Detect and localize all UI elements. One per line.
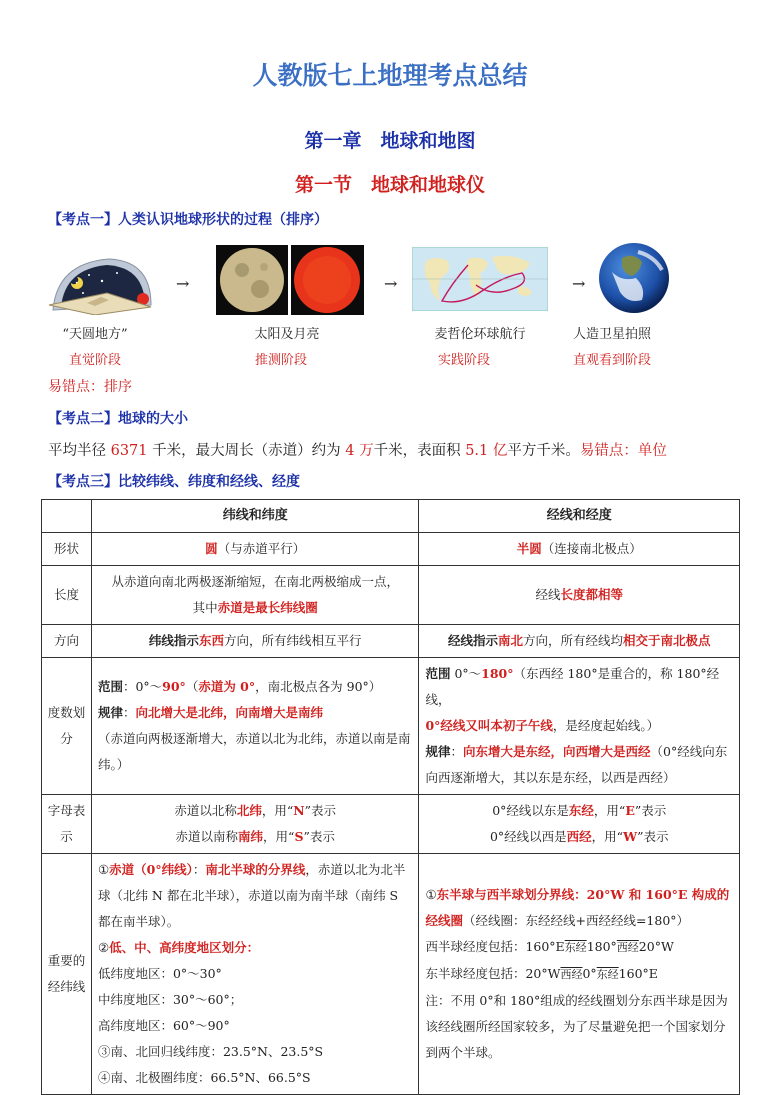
table-row <box>42 854 740 1095</box>
page-title: 人教版七上地理考点总结 <box>252 61 528 90</box>
cell-lon-letters: 0°经线以东是东经，用“E”表示 0°经线以西是西经，用“W”表示 <box>419 795 740 854</box>
arrow-icon: → <box>572 274 586 293</box>
stage-caption: 太阳及月亮 <box>254 327 320 342</box>
row-label: 长度 <box>42 566 92 625</box>
table-header-row <box>42 500 740 533</box>
row-label: 重要的经纬线 <box>42 854 92 1095</box>
cell-lon-shape: 半圆（连接南北极点） <box>419 533 740 566</box>
cell-lat-important: ①赤道（0°纬线）：南北半球的分界线，赤道以北为北半球（北纬 N 都在北半球），赤道以南为南半球（南纬 S 都在南半球）。 ②低、中、高纬度地区划分： 低纬度地区：0°～30° 中纬度地区：30°～60°； 高纬度地区：60°～90° ③南、北回归线纬度：23.5°N、23.5°S ④南、北极圈纬度：66.5°N、66.5°S <box>91 854 419 1095</box>
comparison-table <box>41 499 740 1095</box>
stage-label: 实践阶段 <box>437 353 490 368</box>
arrow-icon: → <box>176 274 190 293</box>
stage-caption: “天圆地方” <box>62 327 128 342</box>
table-row <box>42 533 740 566</box>
cell-lat-degree: 范围：0°～90°（赤道为 0°，南北极点各为 90°） 规律：向北增大是北纬，向南增大是南纬 （赤道向两极逐渐增大，赤道以北为北纬，赤道以南是南纬。） <box>91 658 419 795</box>
table-row <box>42 625 740 658</box>
earth-size-text: 平均半径 6371 千米，最大周长（赤道）约为 4 万千米，表面积 5.1 亿平方千米。易错点：单位 <box>48 443 667 459</box>
table-row <box>42 658 740 795</box>
table-header: 经线和经度 <box>419 500 740 533</box>
table-header: 纬线和纬度 <box>91 500 419 533</box>
cell-lat-length: 从赤道向南北两极逐渐缩短，在南北两极缩成一点， 其中赤道是最长纬线圈 <box>91 566 419 625</box>
row-label: 度数划分 <box>42 658 92 795</box>
row-label: 字母表示 <box>42 795 92 854</box>
table-header <box>42 500 92 533</box>
kp1-heading: 【考点一】人类认识地球形状的过程（排序） <box>48 212 328 228</box>
stage-label: 推测阶段 <box>254 353 307 368</box>
cell-lon-length: 经线长度都相等 <box>419 566 740 625</box>
kp2-heading: 【考点二】地球的大小 <box>48 411 188 427</box>
kp1-error-note: 易错点：排序 <box>48 379 132 395</box>
chapter-heading: 第一章 地球和地图 <box>304 130 476 152</box>
cell-lon-degree: 范围 0°～180°（东西经 180°是重合的，称 180°经线， 0°经线又叫本初子午线，是经度起始线。） 规律：向东增大是东经，向西增大是西经（0°经线向东向西逐渐增大，其以东是东经，以西是西经） <box>419 658 740 795</box>
stage-caption: 人造卫星拍照 <box>572 327 651 342</box>
stage-label: 直觉阶段 <box>68 353 121 368</box>
table-row <box>42 795 740 854</box>
stage-caption: 麦哲伦环球航行 <box>434 327 526 342</box>
stage-label: 直观看到阶段 <box>572 353 651 368</box>
cell-lat-direction: 纬线指示东西方向，所有纬线相互平行 <box>91 625 419 658</box>
kp3-heading: 【考点三】比较纬线、纬度和经线、经度 <box>48 474 300 490</box>
magellan-route-map <box>412 247 548 311</box>
sun-moon-illustration <box>216 245 364 315</box>
earth-satellite-photo <box>598 242 670 314</box>
cell-lon-important: ①东半球与西半球划分界线：20°W 和 160°E 构成的经线圈（经线圈：东经经线+西经经线=180°） 西半球经度包括：160°E东经180°西经20°W 东半球经度包括：20°W西经0°东经160°E 注：不用 0°和 180°组成的经线圈划分东西半球是因为该经线圈所经国家较多，为了尽量避免把一个国家划分到两个半球。 <box>419 854 740 1095</box>
tianyuan-difang-illustration <box>47 255 157 315</box>
cell-lat-letters: 赤道以北称北纬，用“N”表示 赤道以南称南纬，用“S”表示 <box>91 795 419 854</box>
table-row <box>42 566 740 625</box>
cell-lon-direction: 经线指示南北方向，所有经线均相交于南北极点 <box>419 625 740 658</box>
section-heading: 第一节 地球和地球仪 <box>294 174 485 196</box>
cell-lat-shape: 圆（与赤道平行） <box>91 533 419 566</box>
row-label: 形状 <box>42 533 92 566</box>
arrow-icon: → <box>384 274 398 293</box>
row-label: 方向 <box>42 625 92 658</box>
